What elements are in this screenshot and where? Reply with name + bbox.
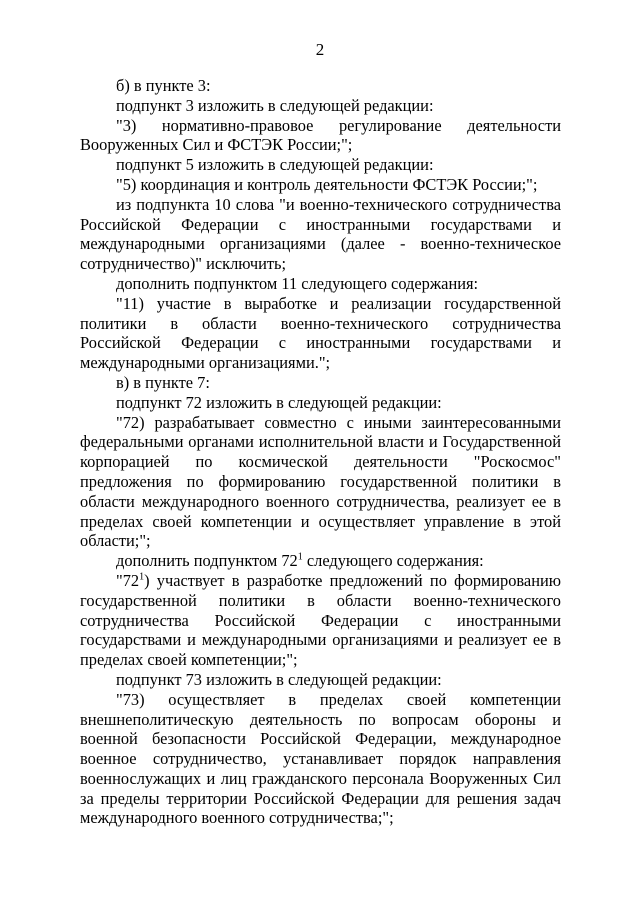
- paragraph-subpoint-5-intro: [80, 155, 561, 175]
- paragraph-text: подпункт 3 изложить в следующей редакции:: [116, 95, 434, 115]
- superscript: 1: [139, 571, 145, 583]
- paragraph-text: из подпункта 10 слова "и военно-технического сотрудничества Российской Федерации с иностранными государствами и международными организациями (далее - военно-техническое сотрудничество)" исключить;: [80, 194, 561, 274]
- paragraph-text: "72) разрабатывает совместно с иными заинтересованными федеральными органами исполнительной власти и Государственной корпорацией по космической деятельности "Роскосмос" предложения по формированию государственной политики в области международного военного сотрудничества, реализует ее в пределах своей компетенции и осуществляет управление в этой области;";: [80, 412, 561, 551]
- paragraph-text: подпункт 73 изложить в следующей редакции:: [116, 669, 442, 689]
- paragraph-subpoint-72: [80, 413, 561, 552]
- paragraph-text: подпункт 5 изложить в следующей редакции:: [116, 155, 434, 175]
- paragraph-text: дополнить подпунктом 11 следующего содержания:: [116, 273, 479, 293]
- paragraph-subpoint-72-intro: [80, 393, 561, 413]
- paragraph-item-b: [80, 76, 561, 96]
- paragraph-text-rest: ) участвует в разработке предложений по формированию государственной политики в области военно-технического сотрудничества Российской Федерации с иностранными государствами и международными организациями и реализует ее в пределах своей компетенции;";: [80, 570, 561, 670]
- paragraph-text: в) в пункте 7:: [116, 372, 210, 392]
- paragraph-text: "3) нормативно-правовое регулирование деятельности Вооруженных Сил и ФСТЭК России;";: [80, 115, 561, 155]
- paragraph-text: дополнить подпунктом 72: [116, 551, 298, 571]
- paragraph-subpoint-3: [80, 116, 561, 156]
- paragraph-text: подпункт 72 изложить в следующей редакции:: [116, 392, 442, 412]
- document-body: [80, 76, 561, 828]
- paragraph-item-v: [80, 373, 561, 393]
- paragraph-subpoint-73-intro: [80, 670, 561, 690]
- paragraph-subpoint-72-1: [80, 571, 561, 670]
- paragraph-text: "11) участие в выработке и реализации государственной политики в области военно-технического сотрудничества Российской Федерации с иностранными государствами и международными организациями.";: [80, 293, 561, 373]
- paragraph-text: б) в пункте 3:: [116, 76, 211, 95]
- paragraph-text: "72: [116, 570, 140, 590]
- superscript: 1: [297, 551, 303, 563]
- paragraph-subpoint-73: [80, 690, 561, 829]
- paragraph-subpoint-11-intro: [80, 274, 561, 294]
- paragraph-subpoint-11: [80, 294, 561, 373]
- paragraph-text: "5) координация и контроль деятельности ФСТЭК России;";: [116, 174, 538, 194]
- paragraph-subpoint-10: [80, 195, 561, 274]
- paragraph-text: "73) осуществляет в пределах своей компетенции внешнеполитическую деятельность по вопросам обороны и военной безопасности Российской Федерации, международное военное сотрудничество, устанавливает порядок направления военнослужащих и лиц гражданского персонала Вооруженных Сил за пределы территории Российской Федерации для решения задач международного военного сотрудничества;";: [80, 689, 561, 828]
- paragraph-subpoint-72-1-intro: [80, 551, 561, 571]
- page-number: 2: [315, 40, 325, 59]
- paragraph-text-rest: следующего содержания:: [302, 551, 484, 571]
- paragraph-subpoint-3-intro: [80, 96, 561, 116]
- paragraph-subpoint-5: [80, 175, 561, 195]
